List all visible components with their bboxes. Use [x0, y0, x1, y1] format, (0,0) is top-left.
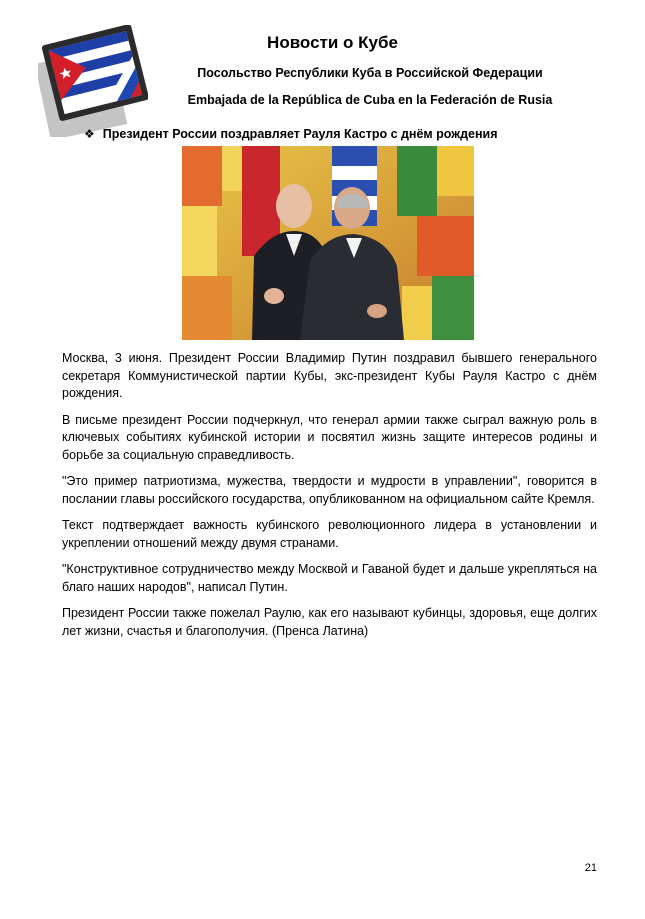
article-paragraph: Текст подтверждает важность кубинского революционного лидера в установлении и укреплении отношений между двумя странами. — [62, 518, 597, 550]
article-photo — [182, 146, 474, 340]
article-body — [62, 350, 597, 649]
diamond-bullet-icon: ❖ — [84, 127, 95, 141]
article-paragraph: Москва, 3 июня. Президент России Владимир Путин поздравил бывшего генерального секретаря Коммунистической партии Кубы, экс-президент Кубы Рауля Кастро с днём рождения. — [62, 351, 597, 400]
document-title: Новости о Кубе — [267, 33, 398, 52]
article-paragraph: В письме президент России подчеркнул, что генерал армии также сыграл важную роль в ключевых событиях кубинской истории и посвятил жизнь защите интересов родины и борьбе за социальную справедливость. — [62, 412, 597, 462]
embassy-name-russian: Посольство Республики Куба в Российской Федерации — [197, 66, 543, 80]
article-paragraph: "Конструктивное сотрудничество между Москвой и Гаваной будет и дальше укрепляться на благо наших народов", написал Путин. — [62, 562, 597, 594]
article-paragraph: Президент России также пожелал Раулю, как его называют кубинцы, здоровья, еще долгих лет жизни, счастья и благополучия. (Пренса Латина) — [62, 606, 597, 638]
embassy-name-spanish: Embajada de la República de Cuba en la Federación de Rusia — [187, 93, 553, 107]
headline-text: Президент России поздравляет Рауля Кастро с днём рождения — [102, 127, 498, 141]
article-paragraph: "Это пример патриотизма, мужества, твердости и мудрости в управлении", говорится в послании главы российского государства, опубликованном на официальном сайте Кремля. — [62, 474, 597, 506]
page-number: 21 — [584, 862, 597, 874]
article-headline — [84, 127, 498, 141]
